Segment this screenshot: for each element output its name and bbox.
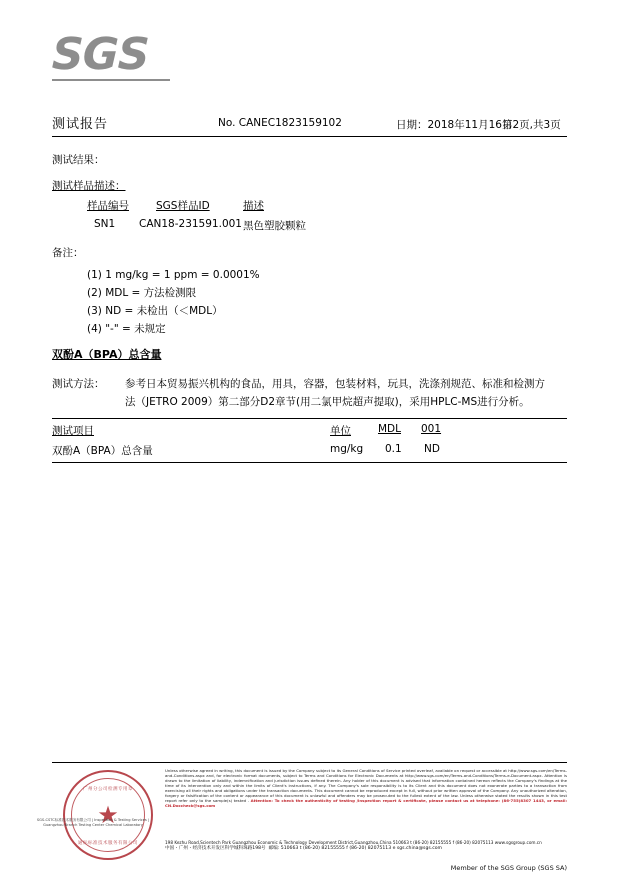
footer-address-cn xyxy=(165,846,567,852)
sample-table-cell-0-1: CAN18-231591.001 xyxy=(139,218,242,230)
page-title: 测试报告 xyxy=(52,117,109,132)
sample-table-col-2: 描述 xyxy=(243,200,264,212)
report-date xyxy=(396,117,512,132)
sgs-logo xyxy=(51,29,172,81)
footer-legal-text xyxy=(165,768,567,808)
method-line-2: 法（JETRO 2009）第二部分D2章节(用二氯甲烷超声提取)，采用HPLC-MS进行分析。 xyxy=(125,396,530,408)
sample-table-col-0: 样品编号 xyxy=(87,200,129,212)
footer-attention-note: Attention: To check the authenticity of testing /inspection report & certificate, please contact us at telephone: (86-755)8307 1443, or email: CN.Doccheck@sgs.com xyxy=(165,798,567,808)
page-indicator: 第2页,共3页 xyxy=(502,119,561,131)
header-divider xyxy=(52,136,567,137)
stamp-text-top: 广州分公司检测专用章 xyxy=(83,787,133,792)
result-table-cell-0-3: ND xyxy=(424,443,440,455)
company-stamp xyxy=(63,770,155,862)
results-label: 测试结果： xyxy=(52,154,105,166)
sample-table-col-1: SGS样品ID xyxy=(156,200,210,212)
footer-address-block xyxy=(165,840,567,852)
sample-table-cell-0-0: SN1 xyxy=(94,218,116,230)
result-table-cell-0-0: 双酚A（BPA）总含量 xyxy=(52,445,153,457)
sgs-logo-text: SGS xyxy=(51,29,150,80)
remark-item-1: (1) 1 mg/kg = 1 ppm = 0.0001% xyxy=(87,269,260,281)
report-number xyxy=(218,117,342,129)
footer-address-cn-main: 中国・广州・经济技术开发区科学城科珠路198号 xyxy=(165,846,266,851)
stamp-text-bottom: 通标标准技术服务有限公司 xyxy=(78,841,138,846)
report-date-value: 2018年11月16日 xyxy=(427,119,513,131)
method-label: 测试方法： xyxy=(52,378,105,390)
result-table-cell-0-2: 0.1 xyxy=(385,443,402,455)
footer-legal-body: Unless otherwise agreed in writing, this document is issued by the Company subject to its General Conditions of Service printed overleaf, available on request or accessible at http://www.sgs.com/en/Terms-and-Conditions.aspx and, for electronic format documents, subject to Terms and Conditions for Electronic Documents at http://www.sgs.com/en/Terms-and-Conditions/Terms-e-Document.aspx. Attention is drawn to the limitation of liability, indemnification and jurisdiction issues defined therein. Any holder of this document is advised that information contained hereon reflects the Company's findings at the time of its intervention only and within the limits of Client's instructions, if any. The Company's sole responsibility is to its Client and this document does not exonerate parties to a transaction from exercising all their rights and obligations under the transaction documents. This document cannot be reproduced except in full, without prior written approval of the Company. Any unauthorized alteration, forgery or falsification of the content or appearance of this document is unlawful and offenders may be prosecuted to the fullest extent of the law. Unless otherwise stated the results shown in this test report refer only to the sample(s) tested . xyxy=(165,768,567,803)
sample-description-label: 测试样品描述： xyxy=(52,180,126,192)
remark-item-3: (3) ND = 未检出（＜MDL） xyxy=(87,305,223,317)
report-number-label: No. xyxy=(218,117,236,129)
bpa-section-heading: 双酚A（BPA）总含量 xyxy=(52,348,162,361)
remark-item-4: (4) "-" = 未规定 xyxy=(87,323,166,335)
result-table-cell-0-1: mg/kg xyxy=(330,443,364,455)
result-table-col-2: MDL xyxy=(378,423,401,435)
report-date-label: 日期： xyxy=(396,119,428,131)
result-table-top-rule xyxy=(52,418,567,419)
result-table-bottom-rule xyxy=(52,462,567,463)
star-icon: ★ xyxy=(97,801,119,829)
report-number-value: CANEC1823159102 xyxy=(238,117,342,129)
sample-table-cell-0-2: 黑色塑胶颗粒 xyxy=(243,220,306,232)
result-table-col-1: 单位 xyxy=(330,425,351,437)
footer-divider xyxy=(52,762,567,763)
result-table-col-0: 测试项目 xyxy=(52,425,94,437)
footer-address-en: 198 Kezhu Road,Scientech Park Guangzhou Economic & Technology Development District,Guangzhou,China 510663 t (86-20) 82155555 f (86-20) 82075113 www.sgsgroup.com.cn xyxy=(165,840,542,845)
remark-item-2: (2) MDL = 方法检测限 xyxy=(87,287,197,299)
footer-address-cn-extra: 邮编: 510663 t (86-20) 82155555 f (86-20) 82075113 e sgs.china@sgs.com xyxy=(268,846,443,851)
result-table-col-3: 001 xyxy=(421,423,442,435)
footer-left-block: SGS-CSTC标准技术服务有限公司 | Inspection & Testing Services | Guangzhou Branch Testing Center Chemical Laboratory xyxy=(36,818,150,828)
remarks-label: 备注： xyxy=(52,247,84,259)
footer-member-line: Member of the SGS Group (SGS SA) xyxy=(450,864,567,872)
method-line-1: 参考日本贸易振兴机构的食品，用具，容器，包装材料，玩具，洗涤剂规范、标准和检测方 xyxy=(125,378,545,390)
